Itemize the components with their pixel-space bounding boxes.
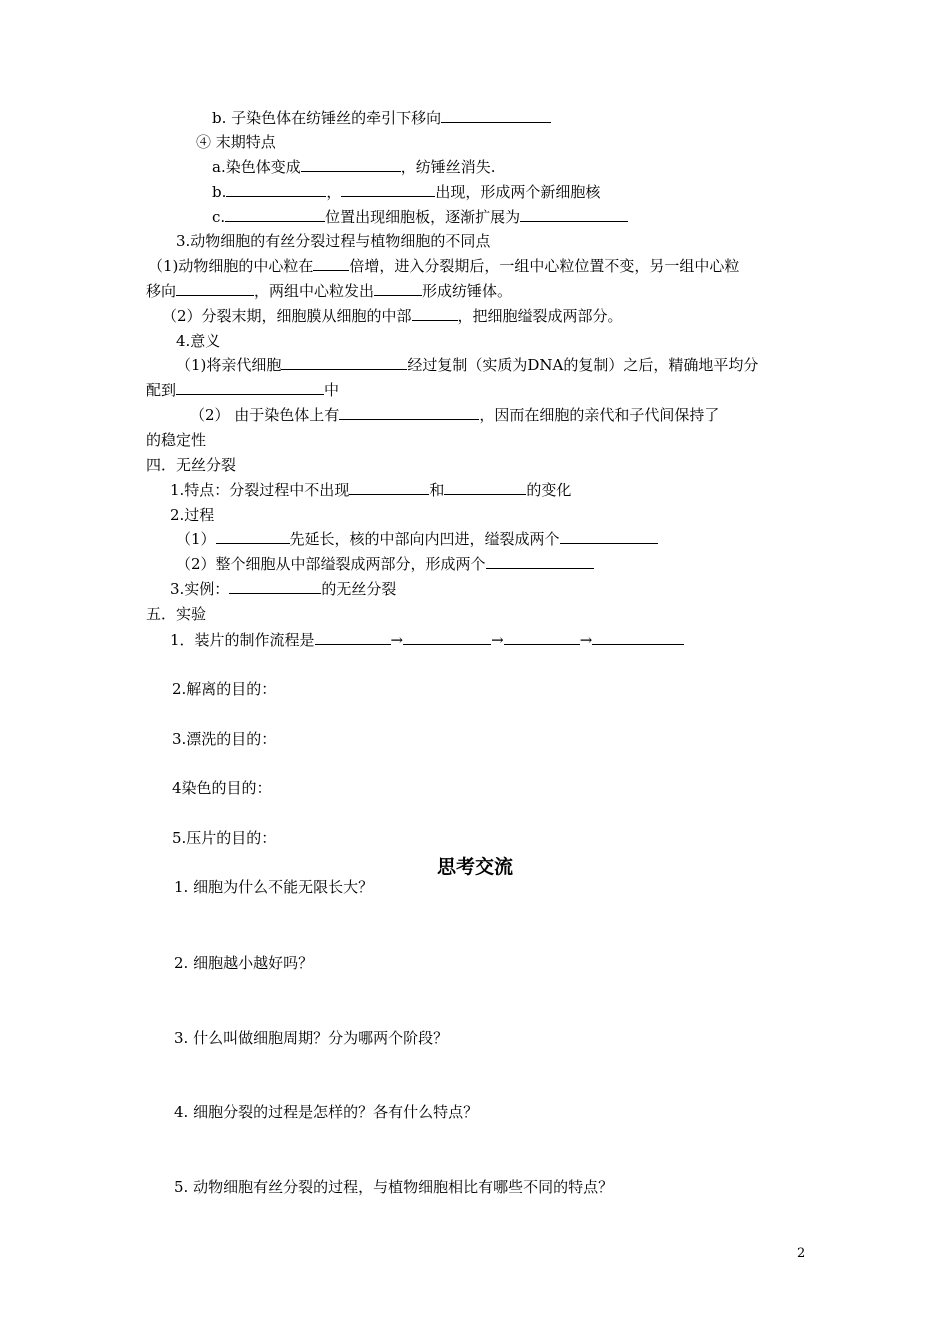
question-item: 5. 动物细胞有丝分裂的过程，与植物细胞相比有哪些不同的特点？ — [174, 1178, 614, 1196]
line-significance-1-cont: 配到 中 — [146, 381, 340, 399]
blank[interactable] — [313, 256, 349, 271]
section-title: 思考交流 — [436, 856, 513, 878]
arrow: → — [491, 631, 504, 649]
line-centriole: （1)动物细胞的中心粒在 倍增，进入分裂期后，一组中心粒位置不变，另一组中心粒 — [148, 257, 740, 275]
line-telophase-a: a.染色体变成 ，纺锤丝消失. — [212, 158, 496, 176]
line-dissociation: 2.解离的目的： — [172, 680, 277, 698]
line-staining: 4染色的目的： — [172, 779, 272, 797]
blank[interactable] — [560, 529, 658, 544]
blank[interactable] — [444, 480, 526, 495]
blank[interactable] — [176, 281, 254, 296]
blank[interactable] — [374, 281, 422, 296]
question-item: 2. 细胞越小越好吗？ — [174, 954, 314, 972]
arrow: → — [390, 631, 404, 649]
line-telophase-b: b. ， 出现，形成两个新细胞核 — [212, 183, 601, 201]
blank[interactable] — [341, 182, 435, 197]
line-rinsing: 3.漂洗的目的： — [172, 730, 277, 748]
question-item: 1. 细胞为什么不能无限长大？ — [174, 878, 374, 896]
line-significance-2: （2） 由于染色体上有 ，因而在细胞的亲代和子代间保持了 — [190, 406, 720, 424]
blank[interactable] — [349, 480, 429, 495]
arrow: → — [579, 631, 593, 649]
blank[interactable] — [281, 355, 407, 370]
blank[interactable] — [412, 306, 458, 321]
section-amitosis: 四．无丝分裂 — [146, 456, 237, 474]
blank[interactable] — [226, 182, 326, 197]
telophase-heading: ④ 末期特点 — [196, 133, 276, 151]
blank[interactable] — [339, 405, 479, 420]
line-significance-1: （1)将亲代细胞 经过复制（实质为DNA的复制）之后，精确地平均分 — [176, 356, 759, 374]
blank[interactable] — [301, 157, 401, 172]
heading-animal-difference: 3.动物细胞的有丝分裂过程与植物细胞的不同点 — [176, 232, 491, 250]
blank[interactable] — [504, 630, 580, 645]
line-pressing: 5.压片的目的： — [172, 829, 277, 847]
question-item: 3. 什么叫做细胞周期？分为哪两个阶段？ — [174, 1029, 449, 1047]
line-spindle: 移向 ，两组中心粒发出 形成纺锤体。 — [146, 282, 513, 300]
blank[interactable] — [176, 380, 324, 395]
line-telophase-c: c. 位置出现细胞板，逐渐扩展为 — [212, 207, 628, 227]
line-significance-2-cont: 的稳定性 — [146, 431, 207, 449]
line-cytokinesis: （2）分裂末期，细胞膜从细胞的中部 ，把细胞缢裂成两部分。 — [162, 307, 623, 325]
line-slide-flow: 1．装片的制作流程是 → → → — [170, 630, 684, 650]
blank[interactable] — [520, 207, 628, 222]
blank[interactable] — [229, 579, 321, 594]
page-number: 2 — [797, 1246, 806, 1261]
blank[interactable] — [216, 529, 290, 544]
blank[interactable] — [441, 108, 551, 123]
line-daughter-chromosomes: b. 子染色体在纺锤丝的牵引下移向 — [212, 108, 551, 128]
line-process-2: （2）整个细胞从中部缢裂成两部分，形成两个 — [176, 554, 594, 574]
question-item: 4. 细胞分裂的过程是怎样的？各有什么特点？ — [174, 1103, 479, 1121]
heading-significance: 4.意义 — [176, 332, 221, 350]
line-amitosis-feature: 1.特点：分裂过程中不出现 和 的变化 — [170, 481, 572, 499]
line-process-1: （1） 先延长，核的中部向内凹进，缢裂成两个 — [176, 529, 658, 549]
blank[interactable] — [592, 630, 684, 645]
blank[interactable] — [315, 630, 391, 645]
heading-process: 2.过程 — [170, 506, 215, 524]
blank[interactable] — [403, 630, 491, 645]
section-experiment: 五．实验 — [146, 605, 207, 623]
blank[interactable] — [486, 554, 594, 569]
line-example: 3.实例： 的无丝分裂 — [170, 580, 397, 598]
blank[interactable] — [225, 207, 325, 222]
